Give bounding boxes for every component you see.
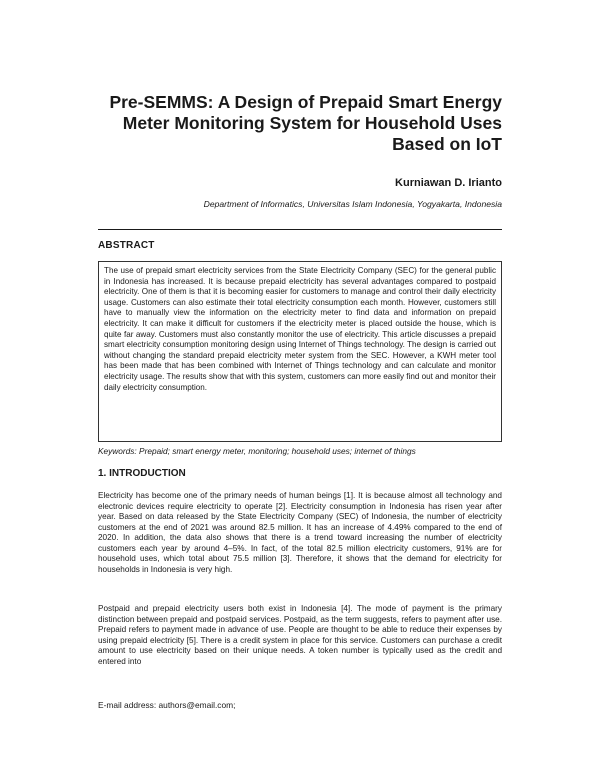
- intro-paragraph-2: Postpaid and prepaid electricity users both exist in Indonesia [4]. The mode of payment is the primary distinction between prepaid and postpaid services. Postpaid, as the term suggests, refers to payment after use. Prepaid refers to payment made in advance of use. People are thought to be able to reduce their expenses by using prepaid electricity [5]. There is a credit system in place for this service. Customers can purchase a credit amount to use electricity based on their unique needs. A token number is typically used as the credit and entered into: [98, 604, 502, 666]
- keywords-line: Keywords: Prepaid; smart energy meter, monitoring; household uses; internet of things: [98, 446, 416, 456]
- intro-paragraph-1: Electricity has become one of the primary needs of human beings [1]. It is because almost all technology and electronic devices require electricity to operate [2]. Electricity consumption in Indonesia has risen year after year. Based on data released by the State Electricity Company (SEC) of Indonesia, the number of electricity customers at the end of 2021 was around 82.5 million. It has an increase of 4.49% compared to the end of 2020. In addition, the data also shows that there is a trend toward increasing the number of electricity customers each year by around 4–5%. In fact, of the total 82.5 million electricity customers, 91% are for household uses, which total about 75.5 million [3]. Therefore, it shows that the demand for electricity for households in Indonesia is very high.: [98, 491, 502, 574]
- author-affiliation: Department of Informatics, Universitas Islam Indonesia, Yogyakarta, Indonesia: [203, 199, 502, 209]
- author-name: Kurniawan D. Irianto: [395, 177, 502, 189]
- title-divider: [98, 229, 502, 230]
- abstract-text: The use of prepaid smart electricity services from the State Electricity Company (SEC) for the general public in Indonesia has increased. It is because prepaid electricity has several advantages compared to postpaid electricity. One of them is that it is becoming easier for customers to manage and control their daily electricity usage. Customers can also estimate their total electricity consumption each month. However, customers still have to manually view the information on the electricity meter to find data and information on prepaid electricity. It can make it difficult for customers if the electricity meter is placed outside the house, which is quite far away. Customers must also constantly monitor the use of electricity. This article discusses a prepaid smart electricity consumption monitoring design using Internet of Things technology. The design is carried out without changing the standard prepaid electricity meter system from the SEC. However, a KWH meter tool has been made that has been combined with Internet of Things technology and can calculate and monitor electricity usage. The results show that with this system, customers can more easily find out and monitor their daily electricity consumption.: [104, 266, 496, 392]
- paper-title: Pre-SEMMS: A Design of Prepaid Smart Energy Meter Monitoring System for Household Uses Based on IoT: [109, 92, 502, 154]
- section-heading-introduction: 1. INTRODUCTION: [98, 468, 186, 479]
- abstract-box: [98, 261, 502, 442]
- email-footnote: E-mail address: authors@email.com;: [98, 700, 236, 710]
- abstract-heading: ABSTRACT: [98, 240, 155, 251]
